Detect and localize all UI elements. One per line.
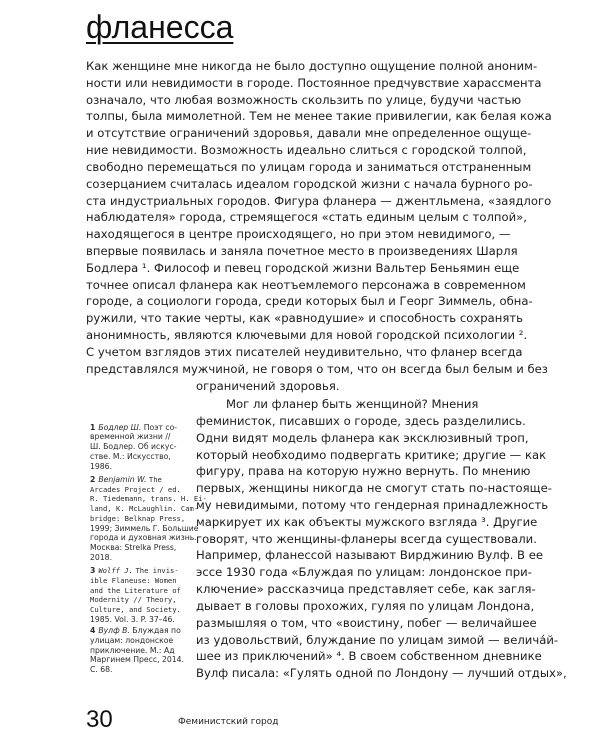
body-line: означало, что любая возможность скользить по улице, будучи частью (86, 92, 522, 107)
footnote-line: Поэт со- (143, 422, 178, 432)
footnote-line: Ш. Бодлер. Об искус- (90, 442, 177, 452)
page-number: 30 (86, 706, 113, 733)
footnote-author: Benjamin W. (98, 474, 147, 484)
footnote-1 (90, 423, 177, 433)
footnote-line: улицам: лондонское (90, 635, 174, 645)
footnote-line: города и духовная жизнь. (90, 533, 197, 543)
body-line: ключение» рассказчица представляет себе, как загля- (196, 582, 536, 596)
footnote-line: 1986. (90, 461, 113, 471)
body-line: Мог ли фланер быть женщиной? Мнения (226, 397, 479, 412)
footnote-line: Москва: Strelka Press, (90, 543, 177, 552)
body-line: С учетом взглядов этих писателей неудивительно, что фланер всегда (86, 344, 523, 359)
running-head: Феминистский город (178, 717, 279, 727)
body-line: и отсутствие ограничений здоровья, давали мне определенное ощуще- (86, 126, 532, 141)
footnote-line: 1985. Vol. 3. P. 37–46. (90, 614, 175, 624)
body-line: городе, а социологи города, среди которых был и Георг Зиммель, обна- (86, 294, 533, 309)
body-line: му невидимыми, потому что гендерная принадлежность (196, 498, 549, 512)
body-line: Например, фланессой называют Вирджинию Вулф. В ее (196, 548, 544, 563)
footnote-line: Culture, and Society. (90, 604, 181, 614)
footnote-line: bridge: Belknap Press, (90, 513, 186, 523)
body-line: говорят, что женщины-фланеры всегда существовали. (196, 531, 537, 546)
footnote-line: land, K. McLaughlin. Cam- (90, 504, 199, 513)
chapter-title: фланесса (86, 9, 234, 45)
body-line: Как женщине мне никогда не было доступно ощущение полной аноним- (86, 59, 538, 73)
body-line: наблюдателя» города, стремящегося «стать единым целым с толпой», (86, 210, 527, 225)
body-line: свободно перемещаться по улицам города и заниматься отстраненным (86, 159, 532, 174)
body-line: находящегося в центре происходящего, но при этом невидимого, — (86, 227, 511, 242)
body-line: размышляя о том, что «воистину, побег — величайшее (196, 615, 537, 630)
footnote-line: 2018. (90, 552, 113, 562)
footnote-line: Блуждая по (132, 626, 181, 636)
body-line: точнее описал фланера как неотъемлемого персонажа в современном (86, 277, 526, 292)
footnote-line: С. 68. (90, 665, 113, 675)
footnote-author: Бодлер Ш. (98, 422, 142, 432)
body-line: Одни видят модель фланера как эксклюзивный троп, (196, 430, 529, 445)
footnote-2 (90, 475, 162, 485)
footnote-line: Маргинем Пресс, 2014. (90, 655, 184, 665)
body-line: ограничений здоровья. (196, 378, 340, 393)
footnote-author: Вулф В. (98, 626, 130, 636)
body-line: феминисток, писавших о городе, здесь разделились. (196, 413, 526, 428)
footnote-number: 4 (90, 626, 96, 636)
footnote-number: 3 (90, 566, 96, 575)
body-line: созерцанием считалась идеалом городской жизни с начала бурного ро- (86, 176, 533, 191)
body-line: ста индустриальных городов. Фигура фланера — джентльмена, «заядлого (86, 193, 552, 208)
footnote-3 (90, 566, 179, 576)
footnote-line: приключение. М.: Ад (90, 645, 175, 655)
body-line: первых, женщины никогда не смогут стать по-настояще- (196, 481, 552, 496)
body-line: Вулф писала: «Гулять одной по Лондону — лучший отдых», (196, 666, 567, 681)
footnote-line: Modernity // Theory, (90, 595, 177, 605)
footnote-line: 1999; Зиммель Г. Большие (90, 523, 199, 533)
footnote-line: Arcades Project / ed. (90, 484, 181, 494)
footnote-number: 1 (90, 422, 96, 432)
footnote-line: The invis- (135, 566, 179, 575)
body-line: маркирует их как объекты мужского взгляда ³. Другие (196, 514, 538, 529)
body-line: ружили, что такие черты, как «равнодушие» и способность сохранять (86, 311, 523, 326)
body-line: ности или невидимости в городе. Постоянное предчувствие харассмента (86, 75, 542, 90)
footnote-line: стве. М.: Искусство, (90, 451, 171, 461)
footnote-line: временной жизни // (90, 432, 171, 442)
body-line: дывает в головы прохожих, гуляя по улицам Лондона, (196, 598, 535, 613)
footnote-author: Wolff J. (98, 566, 133, 575)
body-line: фигуру, права на которую нужно вернуть. По мнению (196, 464, 531, 479)
footnote-line: R. Tiedemann, trans. H. Ei- (90, 494, 207, 504)
footnote-line: ible Flaneuse: Women (90, 575, 177, 585)
footnote-line: and the Literature of (90, 585, 181, 595)
body-line: который необходимо подвергать критике; другие — как (196, 447, 547, 462)
body-line: из удовольствий, блуждание по улицам зимой — велича́й- (196, 632, 559, 647)
body-line: эссе 1930 года «Блуждая по улицам: лондонское при- (196, 565, 532, 580)
body-line: представлялся мужчиной, не говоря о том, что он всегда был белым и без (86, 361, 548, 376)
body-line: ние невидимости. Возможность идеально слиться с городской толпой, (86, 143, 527, 158)
footnote-line: The (148, 474, 162, 484)
body-line: впервые появилась и заняла почетное место в произведениях Шарля (86, 244, 518, 258)
body-line: Бодлера ¹. Философ и певец городской жизни Вальтер Беньямин еще (86, 260, 520, 275)
footnote-number: 2 (90, 474, 96, 484)
body-line: шее из приключений» ⁴. В своем собственном дневнике (196, 649, 542, 664)
body-line: толпы, была мимолетной. Тем не менее такие привилегии, как белая кожа (86, 109, 552, 124)
footnote-4 (90, 626, 181, 636)
body-line: анонимность, являются ключевыми для новой городской психологии ². (86, 328, 528, 342)
